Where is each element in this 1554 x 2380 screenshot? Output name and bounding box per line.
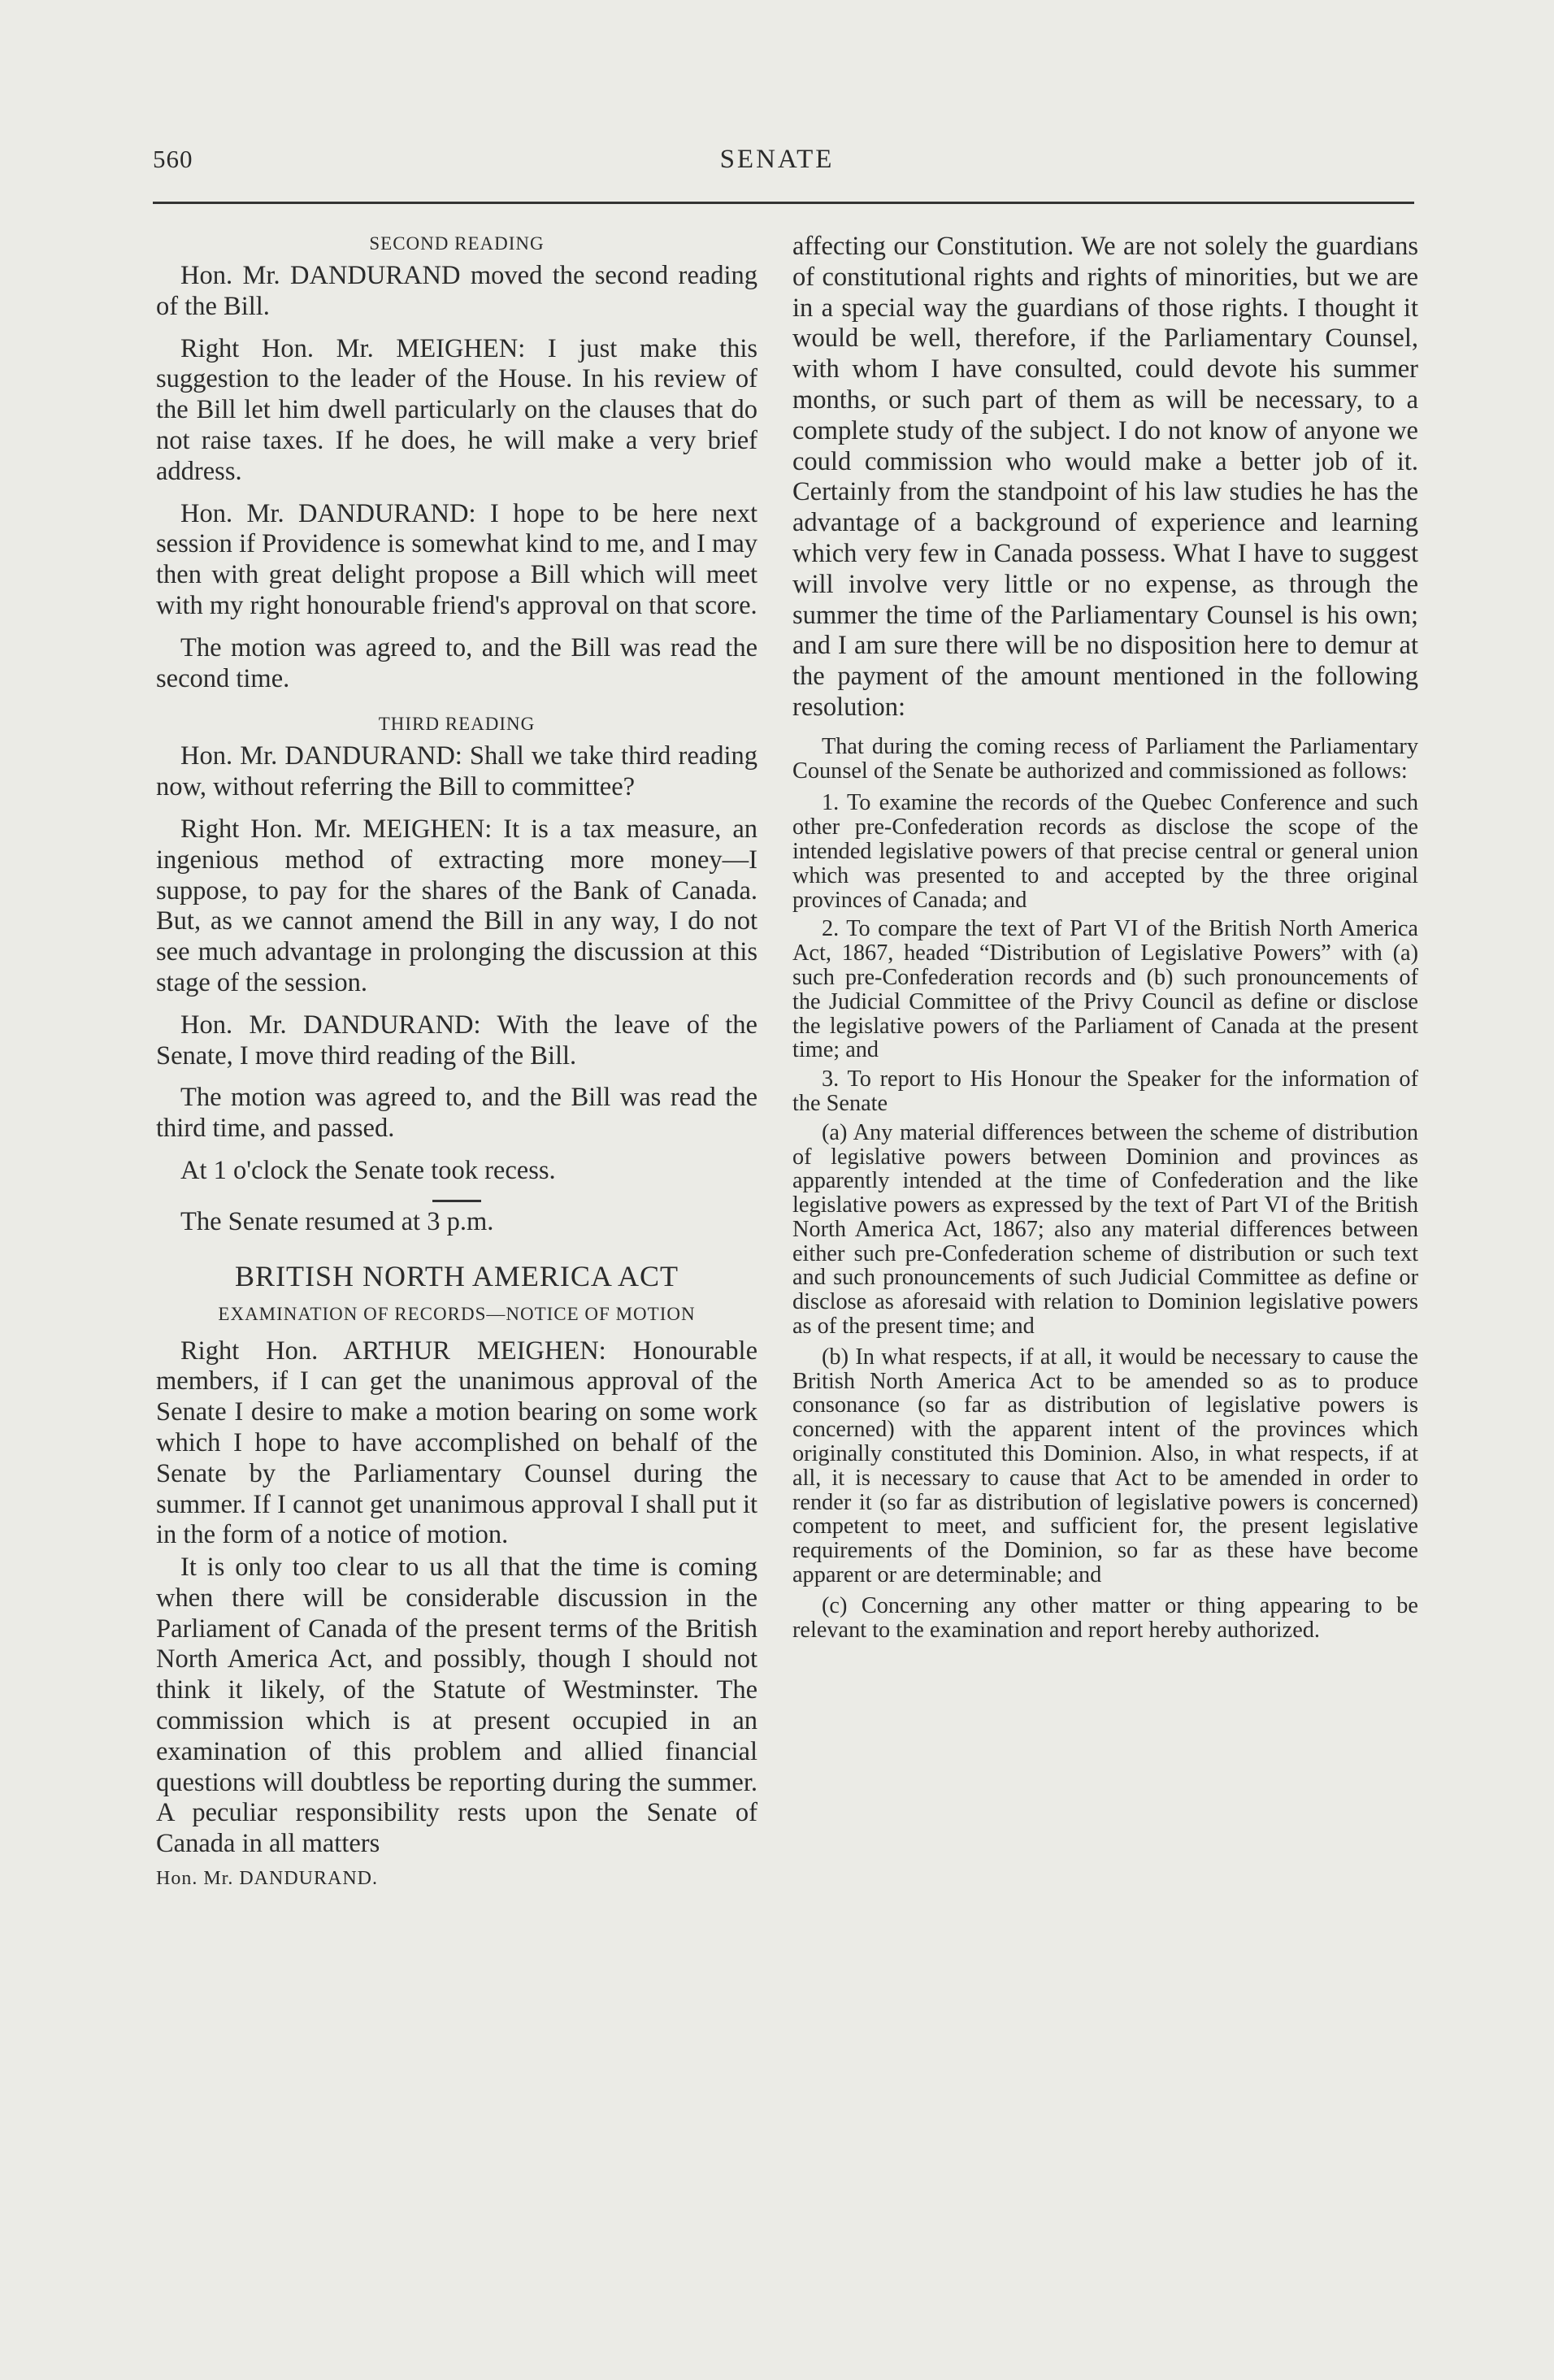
right-column bbox=[792, 232, 1418, 1642]
paragraph: It is only too clear to us all that the time is coming when there will be considerable discussion in the Parliament of Canada of the present terms of the British North America Act, and possibly, though I should not think it likely, of the Statute of Westminster. The commission which is at present occupied in an examination of this problem and allied financial questions will doubtless be reporting during the summer. A peculiar responsibility rests upon the Senate of Canada in all matters bbox=[156, 1553, 757, 1859]
paragraph: Hon. Mr. DANDURAND: With the leave of the Senate, I move third reading of the Bill. bbox=[156, 1010, 757, 1071]
second-reading-heading: SECOND READING bbox=[369, 233, 545, 254]
paragraph: Hon. Mr. DANDURAND: I hope to be here next session if Providence is somewhat kind to me, and I may then with great delight propose a Bill which will meet with my right honourable friend's approval on that score. bbox=[156, 498, 757, 620]
paragraph: The motion was agreed to, and the Bill was read the second time. bbox=[156, 632, 757, 693]
paragraph: Right Hon. Mr. MEIGHEN: It is a tax measure, an ingenious method of extracting more money—I suppose, to pay for the shares of the Bank of Canada. But, as we cannot amend the Bill in any way, I do not see much advantage in prolonging the discussion at this stage of the session. bbox=[156, 814, 757, 997]
resolution-paragraph: 3. To report to His Honour the Speaker for the information of the Senate bbox=[792, 1066, 1418, 1116]
section-divider bbox=[432, 1200, 481, 1202]
paragraph: affecting our Constitution. We are not solely the guardians of constitutional rights and rights of minorities, but we are in a special way the guardians of those rights. I thought it would be well, therefore, if the Parliamentary Counsel, with whom I have consulted, could devote his summer months, or such part of them as will be necessary, to a complete study of the subject. I do not know of anyone we could commission who would make a better job of it. Certainly from the standpoint of his law studies he has the advantage of a background of experience and learning which very few in Canada possess. What I have to suggest will involve very little or no expense, as through the summer the time of the Parliamentary Counsel is his own; and I am sure there will be no disposition here to demur at the payment of the amount mentioned in the following resolution: bbox=[792, 232, 1418, 722]
paragraph: The Senate resumed at 3 p.m. bbox=[180, 1206, 494, 1236]
header-rule bbox=[153, 202, 1414, 204]
section-heading: BRITISH NORTH AMERICA ACT bbox=[235, 1259, 679, 1292]
section-subheading: EXAMINATION OF RECORDS—NOTICE OF MOTION bbox=[218, 1303, 696, 1324]
paragraph: Right Hon. ARTHUR MEIGHEN: Honourable members, if I can get the unanimous approval of the Senate I desire to make a motion bearing on some work which I hope to have accomplished on behalf of the Senate by the Parliamentary Counsel during the summer. If I cannot get unanimous approval I shall put it in the form of a notice of motion. bbox=[156, 1335, 757, 1550]
left-column bbox=[156, 232, 757, 1890]
footer-speaker-attribution: Hon. Mr. DANDURAND. bbox=[156, 1868, 379, 1890]
page-number: 560 bbox=[153, 145, 193, 173]
third-reading-heading: THIRD READING bbox=[378, 714, 536, 735]
paragraph: Hon. Mr. DANDURAND moved the second reading of the Bill. bbox=[156, 261, 757, 321]
resolution-paragraph: (b) In what respects, if at all, it would be necessary to cause the British North America Act to be amended so as to produce consonance (so far as distribution of legislative powers is concerned) with the apparent intent of the provinces which originally constituted this Dominion. Also, in what respects, if at all, it is necessary to cause that Act to be amended in order to render it (so far as distribution of legislative powers is concerned) competent to meet, and sufficient for, the present legislative requirements of the Dominion, so far as these have become apparent or are determinable; and bbox=[792, 1344, 1418, 1588]
paragraph: Hon. Mr. DANDURAND: Shall we take third reading now, without referring the Bill to committee? bbox=[156, 741, 757, 802]
resolution-paragraph: That during the coming recess of Parliament the Parliamentary Counsel of the Senate be authorized and commissioned as follows: bbox=[792, 733, 1418, 784]
resolution-paragraph: (c) Concerning any other matter or thing appearing to be relevant to the examination and report hereby authorized. bbox=[792, 1592, 1418, 1643]
page-header bbox=[0, 0, 1554, 211]
resolution-paragraph: 2. To compare the text of Part VI of the British North America Act, 1867, headed “Distribution of Legislative Powers” with (a) such pre-Confederation records and (b) such pronouncements of the Judicial Committee of the Privy Council as define or disclose the legislative powers of the Parliament of Canada at the present time; and bbox=[792, 916, 1418, 1063]
resolution-paragraph: (a) Any material differences between the scheme of distribution of legislative powers between Dominion and provinces as apparently intended at the time of Confederation and the like legislative powers as expressed by the text of Part VI of the British North America Act, 1867; also any material differences between either such pre-Confederation scheme of distribution or such text and such pronouncements of such Judicial Committee as define or disclose as aforesaid with relation to Dominion legislative powers as of the present time; and bbox=[792, 1119, 1418, 1340]
paragraph: The motion was agreed to, and the Bill was read the third time, and passed. bbox=[156, 1083, 757, 1144]
paragraph: Right Hon. Mr. MEIGHEN: I just make this suggestion to the leader of the House. In his review of the Bill let him dwell particularly on the clauses that do not raise taxes. If he does, he will make a very brief address. bbox=[156, 333, 757, 486]
running-head: SENATE bbox=[719, 145, 835, 174]
resolution-paragraph: 1. To examine the records of the Quebec Conference and such other pre-Confederation records as disclose the scope of the intended legislative powers of that precise central or general union which was presented to and accepted by the three original provinces of Canada; and bbox=[792, 790, 1418, 913]
paragraph: At 1 o'clock the Senate took recess. bbox=[180, 1155, 556, 1185]
